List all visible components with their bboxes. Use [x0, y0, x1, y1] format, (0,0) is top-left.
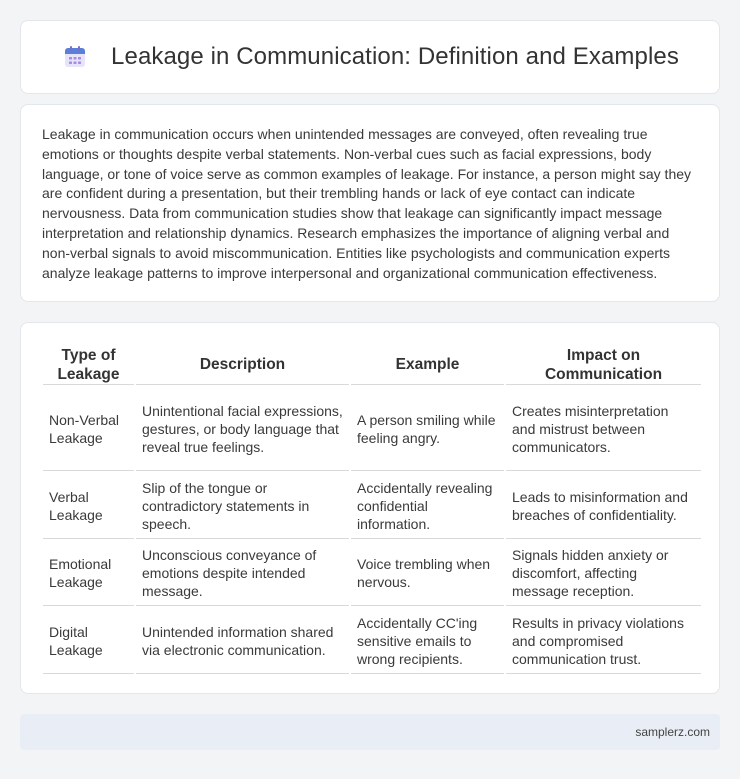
header-type: Type of Leakage — [43, 345, 134, 385]
cell-type: Emotional Leakage — [43, 541, 134, 606]
footer-site-link[interactable]: samplerz.com — [635, 725, 710, 739]
header-example: Example — [351, 345, 504, 385]
intro-paragraph: Leakage in communication occurs when unintended messages are conveyed, often revealing true emotions or thoughts despite verbal statements. Non-verbal cues such as facial expressions, body language, or tone of voice serve as common examples of leakage. For instance, a person might say they are confident during a presentation, but their trembling hands or lack of eye contact can indicate nervousness. Data from communication studies show that leakage can significantly impact message interpretation and relationship dynamics. Research emphasizes the importance of aligning verbal and non-verbal signals to avoid miscommunication. Entities like psychologists and communication experts analyze leakage patterns to improve interpersonal and organizational communication effectiveness. — [42, 126, 692, 281]
cell-description: Unconscious conveyance of emotions despite intended message. — [136, 541, 349, 606]
page-title: Leakage in Communication: Definition and Examples — [111, 43, 679, 70]
table-row — [43, 608, 701, 674]
footer — [20, 714, 720, 750]
cell-type: Verbal Leakage — [43, 473, 134, 539]
cell-description: Unintentional facial expressions, gestures, or body language that reveal true feelings. — [136, 387, 349, 471]
cell-example: A person smiling while feeling angry. — [351, 387, 504, 471]
cell-description: Slip of the tongue or contradictory statements in speech. — [136, 473, 349, 539]
table-header-row — [43, 345, 701, 385]
cell-impact: Results in privacy violations and compromised communication trust. — [506, 608, 701, 674]
leakage-table — [41, 343, 703, 676]
table-row — [43, 541, 701, 606]
cell-impact: Leads to misinformation and breaches of confidentiality. — [506, 473, 701, 539]
title-wrap — [61, 43, 679, 71]
cell-impact: Creates misinterpretation and mistrust between communicators. — [506, 387, 701, 471]
cell-type: Digital Leakage — [43, 608, 134, 674]
table-row — [43, 387, 701, 471]
cell-type: Non-Verbal Leakage — [43, 387, 134, 471]
cell-impact: Signals hidden anxiety or discomfort, affecting message reception. — [506, 541, 701, 606]
calendar-icon — [61, 43, 89, 71]
cell-description: Unintended information shared via electronic communication. — [136, 608, 349, 674]
header-description: Description — [136, 345, 349, 385]
title-card — [20, 20, 720, 94]
cell-example: Accidentally revealing confidential information. — [351, 473, 504, 539]
intro-card — [20, 104, 720, 302]
header-impact: Impact on Communication — [506, 345, 701, 385]
cell-example: Accidentally CC'ing sensitive emails to wrong recipients. — [351, 608, 504, 674]
table-row — [43, 473, 701, 539]
table-card — [20, 322, 720, 694]
cell-example: Voice trembling when nervous. — [351, 541, 504, 606]
